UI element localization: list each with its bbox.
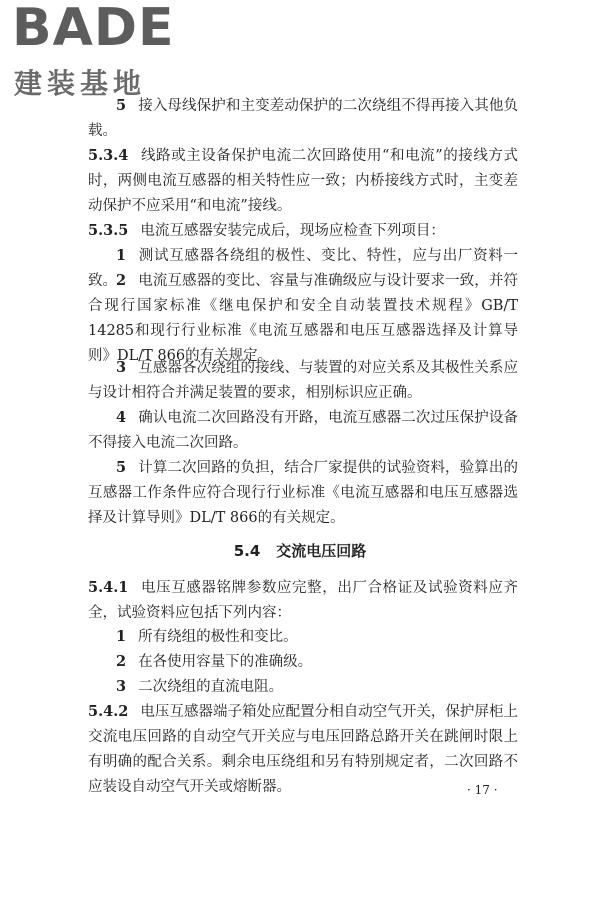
list-item-5: 5 接入母线保护和主变差动保护的二次绕组不得再接入其他负载。 (88, 97, 518, 139)
list-item-1b: 1 所有绕组的极性和变比。 (116, 628, 298, 645)
clause-5-3-4: 5.3.4 线路或主设备保护电流二次回路使用“和电流”的接线方式时，两侧电流互感器的相关特性应一致；内桥接线方式时，主变差动保护不应采用“和电流”接线。 (88, 147, 518, 214)
list-item-3: 3 互感器各次绕组的接线、与装置的对应关系及其极性关系应与设计相符合并满足装置的要求，相别标识应正确。 (88, 359, 518, 401)
list-item-2b: 2 在各使用容量下的准确级。 (116, 653, 313, 670)
clause-5-4-2: 5.4.2 电压互感器端子箱处应配置分相自动空气开关，保护屏柜上交流电压回路的自动空气开关应与电压回路总路开关在跳闸时限上有明确的配合关系。剩余电压绕组和另有特别规定者，二次回路不应装设自动空气开关或熔断器。 (88, 703, 518, 795)
page-number: · 17 · (467, 783, 498, 797)
section-heading: 5.4 交流电压回路 (233, 542, 367, 560)
list-item-5b: 5 计算二次回路的负担，结合厂家提供的试验资料，验算出的互感器工作条件应符合现行行业标准《电流互感器和电压互感器选择及计算导则》DL/T 866的有关规定。 (88, 459, 518, 526)
list-item-1: 1 测试互感器各绕组的极性、变比、特性，应与出厂资料一致。 (88, 247, 518, 289)
logo (6, 0, 176, 100)
clause-5-4-1: 5.4.1 电压互感器铭牌参数应完整，出厂合格证及试验资料应齐全，试验资料应包括下列内容： (88, 579, 518, 621)
logo-subtitle: 建装基地 (14, 67, 147, 100)
list-item-3b: 3 二次绕组的直流电阻。 (116, 678, 284, 695)
list-item-2: 2 电流互感器的变比、容量与准确级应与设计要求一致，并符合现行国家标准《继电保护和安全自动装置技术规程》GB/T 14285和现行行业标准《电流互感器和电压互感器选择及计算导则》DL/T 866的有关规定。 (88, 272, 518, 364)
list-item-4: 4 确认电流二次回路没有开路，电流互感器二次过压保护设备不得接入电流二次回路。 (88, 409, 518, 451)
logo-brand: BADE (12, 0, 175, 58)
clause-5-3-5: 5.3.5 电流互感器安装完成后，现场应检查下列项目： (88, 222, 445, 239)
